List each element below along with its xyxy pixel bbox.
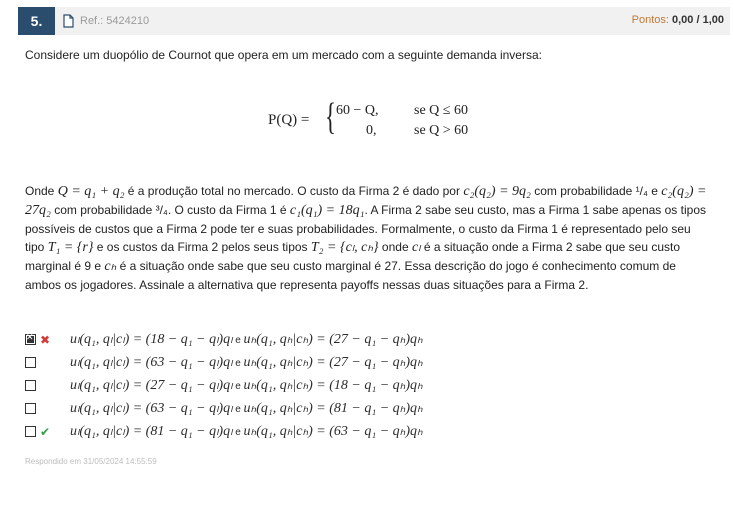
points-label: Pontos: <box>631 14 669 26</box>
inline-math: Q = q₁ + q₂ <box>57 184 125 199</box>
answer-option[interactable] <box>25 420 715 443</box>
formula-case2-condition: se Q > 60 <box>414 123 469 138</box>
option-text <box>70 377 423 394</box>
points-value: 0,00 <box>672 14 694 26</box>
option-checkbox[interactable] <box>25 403 36 414</box>
answer-option[interactable] <box>25 351 715 374</box>
answer-options <box>25 328 715 443</box>
option-formula-low: uₗ(q₁, qₗ|cₗ) = (63 − q₁ − qₗ)qₗ <box>70 401 233 416</box>
formula-lhs: P(Q) = <box>268 112 310 128</box>
question-number: 5. <box>18 7 55 35</box>
answer-option[interactable] <box>25 328 715 351</box>
paragraph-text: é a situação onde a Firma 2 sabe que seu custo marginal é 9 e <box>25 240 681 273</box>
option-formula-high: uₕ(q₁, qₕ|cₕ) = (27 − q₁ − qₕ)qₕ <box>243 355 423 370</box>
formula-case1-condition: se Q ≤ 60 <box>414 103 468 118</box>
paragraph-text: Onde <box>25 184 58 198</box>
formula-brace: { <box>325 96 336 138</box>
document-icon <box>63 14 74 28</box>
option-formula-high: uₕ(q₁, qₕ|cₕ) = (81 − q₁ − qₕ)qₕ <box>243 401 423 416</box>
option-conjunction: e <box>232 381 244 392</box>
option-conjunction: e <box>232 404 244 415</box>
paragraph-text: . A Firma 2 sabe seu custo, mas a Firma 1 sabe apenas os tipos possíveis de custos que a Firma 2 pode ter e suas probabilidades. Formalmente, o custo da Firma 1 é representado pelo seu tipo <box>25 203 706 254</box>
option-conjunction: e <box>232 427 244 438</box>
option-formula-high: uₕ(q₁, qₕ|cₕ) = (27 − q₁ − qₕ)qₕ <box>243 332 423 347</box>
answered-timestamp: Respondido em 31/05/2024 14:55:59 <box>25 457 157 466</box>
option-checkbox[interactable] <box>25 380 36 391</box>
option-conjunction: e <box>232 358 244 369</box>
correct-icon: ✔ <box>40 424 51 439</box>
question-intro: Considere um duopólio de Cournot que opera em um mercado com a seguinte demanda inversa: <box>25 48 542 62</box>
option-text <box>70 400 423 417</box>
option-formula-high: uₕ(q₁, qₕ|cₕ) = (63 − q₁ − qₕ)qₕ <box>243 424 423 439</box>
wrong-icon: ✖ <box>40 332 51 347</box>
inline-math: c₁(q₁) = 18q₁ <box>289 203 365 218</box>
paragraph-text: é a situação onde sabe que seu custo marginal é 27. Essa descrição do jogo é conhecimento comum de ambos os jogadores. Assinale a alternativa que representa payoffs nessas duas situações para a Firma 2. <box>25 259 676 292</box>
inline-math: cₕ <box>104 259 117 274</box>
paragraph-text: com probabilidade ¹/₄ e <box>530 184 662 198</box>
option-formula-low: uₗ(q₁, qₗ|cₗ) = (63 − q₁ − qₗ)qₗ <box>70 355 233 370</box>
paragraph-text: e os custos da Firma 2 pelos seus tipos <box>93 240 311 254</box>
paragraph-text: é a produção total no mercado. O custo da Firma 2 é dado por <box>124 184 464 198</box>
answer-option[interactable] <box>25 374 715 397</box>
formula-case2-value: 0, <box>366 123 377 138</box>
option-text <box>70 423 423 440</box>
inline-math: T₁ = {r} <box>47 240 94 255</box>
option-formula-high: uₕ(q₁, qₕ|cₕ) = (18 − q₁ − qₕ)qₕ <box>243 378 423 393</box>
points-total: / 1,00 <box>693 14 724 26</box>
option-formula-low: uₗ(q₁, qₗ|cₗ) = (81 − q₁ − qₗ)qₗ <box>70 424 233 439</box>
inline-math: T₂ = {cₗ, cₕ} <box>310 240 379 255</box>
paragraph-text: onde <box>378 240 412 254</box>
option-formula-low: uₗ(q₁, qₗ|cₗ) = (18 − q₁ − qₗ)qₗ <box>70 332 233 347</box>
question-header <box>18 7 730 35</box>
option-text <box>70 354 423 371</box>
answer-option[interactable] <box>25 397 715 420</box>
option-formula-low: uₗ(q₁, qₗ|cₗ) = (27 − q₁ − qₗ)qₗ <box>70 378 233 393</box>
formula-case1-value: 60 − Q, <box>336 103 379 118</box>
reference <box>63 13 149 29</box>
option-checkbox[interactable] <box>25 357 36 368</box>
option-conjunction: e <box>232 335 244 346</box>
option-checkbox[interactable] <box>25 426 36 437</box>
inline-math: cₗ <box>411 240 421 255</box>
option-checkbox[interactable] <box>25 334 36 345</box>
option-text <box>70 331 423 348</box>
paragraph-text: com probabilidade ³/₄. O custo da Firma 1 é <box>50 203 290 217</box>
inline-math: c₂(q₂) = 9q₂ <box>463 184 531 199</box>
question-paragraph <box>25 182 710 294</box>
points <box>632 14 724 26</box>
reference-code: Ref.: 5424210 <box>80 15 150 27</box>
inline-math: c₂(q₂) = 27q₂ <box>25 184 707 218</box>
